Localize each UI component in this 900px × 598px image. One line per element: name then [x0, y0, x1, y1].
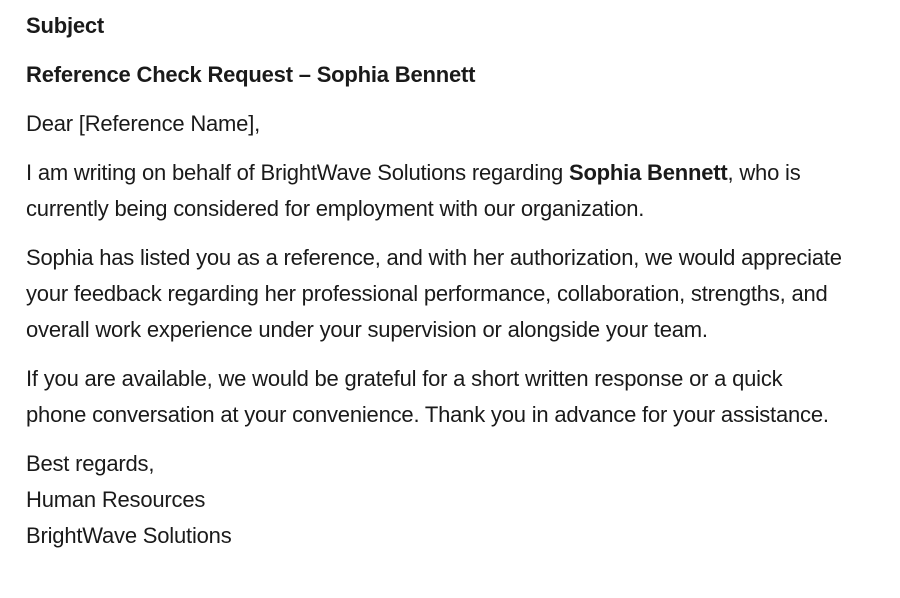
paragraph-intro-text-after: , who is currently being considered for employment with our organization. [26, 160, 801, 221]
signature-closing: Best regards, [26, 451, 155, 476]
subject-label: Subject [26, 13, 105, 38]
paragraph-intro-text-before: I am writing on behalf of BrightWave Solutions regarding [26, 160, 569, 185]
signature-block [26, 446, 848, 554]
subject-line: Reference Check Request – Sophia Bennett [26, 62, 476, 87]
paragraph-availability: If you are available, we would be grateful for a short written response or a quick phone conversation at your convenience. Thank you in advance for your assistance. [26, 366, 829, 427]
paragraph-request: Sophia has listed you as a reference, and with her authorization, we would appreciate your feedback regarding her professional performance, collaboration, strengths, and overall work experience under your supervision or alongside your team. [26, 245, 842, 342]
paragraph-intro [26, 155, 848, 227]
signature-company: BrightWave Solutions [26, 523, 232, 548]
candidate-name: Sophia Bennett [568, 160, 728, 185]
signature-department: Human Resources [26, 487, 206, 512]
salutation: Dear [Reference Name], [26, 111, 261, 136]
